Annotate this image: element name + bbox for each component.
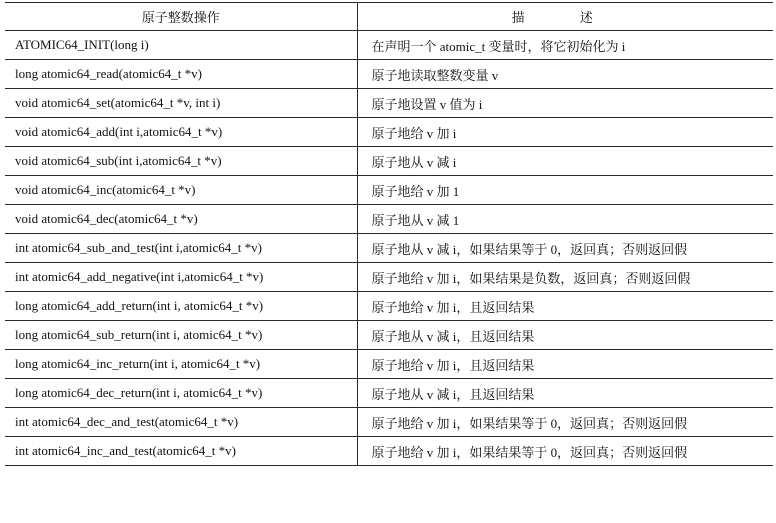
table-row [5, 176, 773, 205]
description-cell: 原子地从 v 减 i，如果结果等于 0，返回真；否则返回假 [357, 234, 773, 263]
operation-cell: int atomic64_sub_and_test(int i,atomic64_t *v) [5, 234, 357, 263]
operation-cell: long atomic64_inc_return(int i, atomic64_t *v) [5, 350, 357, 379]
description-cell: 原子地给 v 加 1 [357, 176, 773, 205]
description-cell: 原子地从 v 减 i，且返回结果 [357, 321, 773, 350]
operation-cell: long atomic64_add_return(int i, atomic64_t *v) [5, 292, 357, 321]
description-cell: 在声明一个 atomic_t 变量时，将它初始化为 i [357, 31, 773, 60]
description-cell: 原子地给 v 加 i，如果结果等于 0，返回真；否则返回假 [357, 437, 773, 466]
description-cell: 原子地给 v 加 i [357, 118, 773, 147]
operation-cell: int atomic64_dec_and_test(atomic64_t *v) [5, 408, 357, 437]
description-cell: 原子地给 v 加 i，如果结果是负数，返回真；否则返回假 [357, 263, 773, 292]
operation-cell: void atomic64_add(int i,atomic64_t *v) [5, 118, 357, 147]
operation-cell: void atomic64_inc(atomic64_t *v) [5, 176, 357, 205]
operation-cell: long atomic64_read(atomic64_t *v) [5, 60, 357, 89]
table-row [5, 292, 773, 321]
operation-cell: int atomic64_inc_and_test(atomic64_t *v) [5, 437, 357, 466]
operation-cell: long atomic64_dec_return(int i, atomic64_t *v) [5, 379, 357, 408]
table-row [5, 89, 773, 118]
operation-cell: void atomic64_sub(int i,atomic64_t *v) [5, 147, 357, 176]
table-row [5, 379, 773, 408]
description-cell: 原子地给 v 加 i，且返回结果 [357, 292, 773, 321]
table-row [5, 437, 773, 466]
table-row [5, 234, 773, 263]
table-row [5, 263, 773, 292]
table-header-row [5, 3, 773, 31]
table-row [5, 205, 773, 234]
description-cell: 原子地从 v 减 i [357, 147, 773, 176]
operation-cell: int atomic64_add_negative(int i,atomic64_t *v) [5, 263, 357, 292]
table-row [5, 31, 773, 60]
table-row [5, 408, 773, 437]
atomic-ops-table [5, 2, 773, 466]
header-description: 描 述 [357, 3, 773, 31]
operation-cell: long atomic64_sub_return(int i, atomic64_t *v) [5, 321, 357, 350]
header-operation: 原子整数操作 [5, 3, 357, 31]
table-row [5, 350, 773, 379]
operation-cell: void atomic64_set(atomic64_t *v, int i) [5, 89, 357, 118]
description-cell: 原子地设置 v 值为 i [357, 89, 773, 118]
operation-cell: void atomic64_dec(atomic64_t *v) [5, 205, 357, 234]
table-row [5, 60, 773, 89]
description-cell: 原子地给 v 加 i，如果结果等于 0，返回真；否则返回假 [357, 408, 773, 437]
description-cell: 原子地给 v 加 i，且返回结果 [357, 350, 773, 379]
description-cell: 原子地从 v 减 i，且返回结果 [357, 379, 773, 408]
table-row [5, 118, 773, 147]
description-cell: 原子地读取整数变量 v [357, 60, 773, 89]
table-row [5, 147, 773, 176]
table-row [5, 321, 773, 350]
operation-cell: ATOMIC64_INIT(long i) [5, 31, 357, 60]
description-cell: 原子地从 v 减 1 [357, 205, 773, 234]
